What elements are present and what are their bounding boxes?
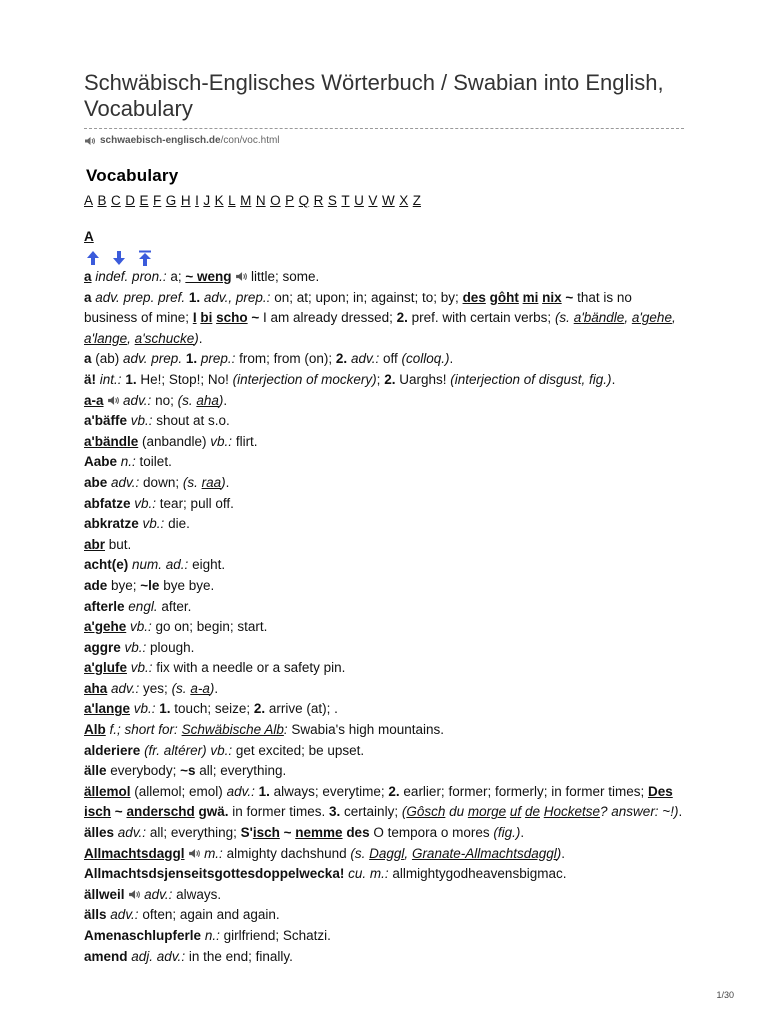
entry-link[interactable]: des (462, 289, 486, 305)
dictionary-entry (84, 411, 684, 432)
speaker-icon[interactable] (107, 392, 119, 402)
dictionary-entry (84, 699, 684, 720)
entry-text: : (283, 722, 288, 738)
entries-list (84, 267, 684, 967)
entry-text: (s. (554, 310, 574, 326)
entry-headword: ~ (251, 310, 260, 326)
entry-text: (s. (350, 845, 370, 861)
entry-text: vb.: (210, 433, 233, 449)
entry-text: from; from (on); (235, 351, 336, 367)
entry-text: adv.: (117, 825, 147, 841)
entry-text: (s. (177, 392, 197, 408)
entry-link[interactable]: a-a (84, 392, 104, 408)
arrow-top-icon[interactable] (136, 249, 154, 267)
entry-text: (interjection of disgust, fig.) (450, 371, 612, 387)
entry-text: du (445, 804, 468, 820)
entry-headword: älles (84, 825, 115, 841)
entry-text: bye bye. (159, 577, 215, 593)
entry-text: on; at; upon; in; against; to; by; (270, 289, 463, 305)
entry-headword: 1. (188, 289, 201, 305)
entry-text: adv.: (350, 351, 380, 367)
entry-link[interactable]: raa (201, 474, 222, 490)
entry-text: bye; (107, 577, 141, 593)
entry-link[interactable]: de (524, 804, 540, 820)
entry-text: indef. pron.: (95, 269, 167, 284)
entry-text: ) (556, 845, 562, 861)
entry-text: vb.: (124, 639, 147, 655)
entry-text: n.: (120, 454, 136, 470)
entry-link[interactable]: aha (84, 680, 108, 696)
entry-text: He!; Stop!; No! (136, 371, 233, 387)
divider (84, 128, 684, 129)
source-line (84, 135, 280, 146)
alphabet-link-h[interactable]: H (180, 193, 191, 208)
entry-text: . (561, 845, 566, 861)
entry-link[interactable]: scho (216, 310, 248, 326)
dictionary-entry (84, 535, 684, 556)
entry-text: in the end; finally. (185, 948, 293, 964)
dictionary-entry (84, 885, 684, 906)
alphabet-link-r[interactable]: R (313, 193, 324, 208)
entry-text: vb.: (130, 413, 153, 429)
page-title: Schwäbisch-Englisches Wörterbuch / Swabian into English, Vocabulary (84, 70, 664, 121)
dictionary-entry (84, 576, 684, 597)
entry-text: no; (151, 392, 178, 408)
entry-link[interactable]: a'gehe (84, 619, 127, 635)
entry-text: ) (209, 680, 215, 696)
entry-text: vb.: (133, 701, 156, 717)
entry-text: fix with a needle or a safety pin. (152, 660, 346, 676)
entry-text: num. ad.: (132, 557, 189, 573)
entry-link[interactable]: a-a (190, 680, 210, 696)
dictionary-entry (84, 597, 684, 618)
entry-headword: a (84, 289, 92, 305)
entry-text: prep.: (200, 351, 236, 367)
entry-link[interactable]: abr (84, 536, 106, 552)
entry-headword: ~ (283, 825, 292, 841)
alphabet-link-v[interactable]: V (368, 193, 378, 208)
entry-headword: Amenaschlupferle (84, 928, 202, 943)
entry-link[interactable]: ~ weng (185, 269, 232, 284)
alphabet-index (84, 193, 421, 208)
entry-text: down; (139, 474, 183, 490)
dictionary-entry (84, 947, 684, 968)
section-letter: A (84, 229, 94, 244)
speaker-icon[interactable] (188, 845, 200, 855)
dictionary-entry (84, 658, 684, 679)
entry-link[interactable]: Hocketse (543, 804, 601, 820)
alphabet-link-d[interactable]: D (125, 193, 136, 208)
entry-headword: ~le (140, 577, 160, 593)
entry-text: adv.: (111, 474, 140, 490)
entry-text: get excited; be upset. (232, 742, 365, 758)
dictionary-entry (84, 761, 684, 782)
entry-text: adv.: (123, 392, 152, 408)
speaker-icon[interactable] (128, 886, 140, 896)
entry-text: . (520, 825, 525, 841)
arrow-up-icon[interactable] (84, 249, 102, 267)
alphabet-link-o[interactable]: O (270, 193, 281, 208)
entry-text: (fig.) (493, 825, 521, 841)
entry-text: . (223, 392, 228, 408)
entry-text: die. (164, 516, 190, 532)
dictionary-entry (84, 638, 684, 659)
alphabet-link-a[interactable]: A (84, 193, 94, 208)
dictionary-entry (84, 370, 684, 391)
entry-text: (s. (182, 474, 202, 490)
entry-text: I am already dressed; (259, 310, 397, 326)
entry-text: cu. m.: (348, 866, 389, 882)
dictionary-entry (84, 473, 684, 494)
entry-link[interactable]: ällemol (84, 783, 131, 799)
entry-text: ) (194, 330, 199, 346)
entry-headword: älle (84, 763, 107, 779)
entry-headword: abkratze (84, 516, 139, 532)
dictionary-entry (84, 617, 684, 638)
entry-headword: alderiere (84, 742, 141, 758)
entry-text: (allemol; emol) (130, 783, 227, 799)
entry-headword: ~ (565, 289, 574, 305)
dictionary-entry (84, 432, 684, 453)
entry-headword: acht(e) (84, 557, 129, 573)
entry-text: int.: (99, 371, 122, 387)
entry-headword: 2. (335, 351, 348, 367)
entry-text: all; everything. (195, 763, 287, 779)
entry-headword: gwä. (198, 804, 229, 820)
alphabet-link-k[interactable]: K (214, 193, 224, 208)
entry-text: go on; begin; start. (151, 619, 268, 635)
entry-link[interactable]: nix (542, 289, 562, 305)
entry-text: little; some. (247, 269, 320, 284)
entry-text: often; again and again. (138, 907, 280, 923)
alphabet-link-f[interactable]: F (153, 193, 162, 208)
entry-link[interactable]: uf (509, 804, 522, 820)
entry-text: everybody; (106, 763, 181, 779)
dictionary-entry (84, 720, 684, 741)
dictionary-entry (84, 267, 684, 288)
entry-link[interactable]: bi (200, 310, 213, 326)
alphabet-link-l[interactable]: L (228, 193, 236, 208)
entry-text: (interjection of mockery) (232, 371, 377, 387)
entry-headword: 3. (329, 804, 341, 820)
entry-text: O tempora o mores (369, 825, 494, 841)
entry-text: ? answer: ~!) (600, 804, 679, 820)
entry-headword: 1. (258, 783, 270, 799)
alphabet-link-s[interactable]: S (327, 193, 337, 208)
entry-text: a; (166, 269, 186, 284)
alphabet-link-g[interactable]: G (165, 193, 177, 208)
entry-text: n.: (204, 928, 220, 943)
entry-link[interactable]: I (192, 310, 197, 326)
entry-text: after. (157, 598, 192, 614)
entry-text: adv. prep. (123, 351, 183, 367)
entry-headword: afterle (84, 598, 125, 614)
entry-headword: älls (84, 907, 107, 923)
entry-text: (anbandle) (138, 433, 211, 449)
alphabet-link-z[interactable]: Z (412, 193, 421, 208)
source-domain[interactable]: schwaebisch-englisch.de (100, 135, 221, 146)
entry-link[interactable]: Daggl (369, 845, 405, 861)
entry-text: earlier; former; formerly; in former times; (399, 783, 648, 799)
entry-text: . (214, 680, 219, 696)
speaker-icon (84, 136, 96, 146)
dictionary-entry (84, 494, 684, 515)
entry-text: . (678, 804, 683, 820)
entry-text: vb.: (134, 495, 157, 511)
entry-link[interactable]: mi (522, 289, 539, 305)
entry-link[interactable]: a'bändle (84, 433, 139, 449)
entry-headword: Allmachtsdsjenseitsgottesdoppelwecka! (84, 866, 345, 882)
entry-link[interactable]: a (84, 269, 92, 284)
arrow-down-icon[interactable] (110, 249, 128, 267)
entry-headword: a (84, 351, 92, 367)
entry-headword: abfatze (84, 495, 131, 511)
entry-headword: ällweil (84, 886, 125, 902)
entry-link[interactable]: a'glufe (84, 660, 127, 676)
entry-headword: aggre (84, 639, 121, 655)
alphabet-link-p[interactable]: P (285, 193, 295, 208)
page-number: 1/30 (716, 990, 734, 1000)
entry-link[interactable]: isch (252, 825, 280, 841)
entry-text: but. (105, 536, 132, 552)
entry-text: , (404, 845, 412, 861)
entry-text: vb.: (130, 619, 152, 635)
entry-link[interactable]: nemme (295, 825, 343, 841)
dictionary-entry (84, 514, 684, 535)
entry-text: , (671, 310, 676, 326)
entry-headword: 1. (185, 351, 198, 367)
alphabet-link-u[interactable]: U (354, 193, 364, 208)
entry-headword: S' (240, 825, 253, 841)
dictionary-entry (84, 349, 684, 370)
entry-text: arrive (at); . (265, 701, 338, 717)
nav-arrows (84, 249, 154, 267)
entry-text: adv.: (226, 783, 255, 799)
entry-text: adv.: (144, 886, 173, 902)
entry-headword: 2. (388, 783, 400, 799)
alphabet-link-i[interactable]: I (195, 193, 199, 208)
entry-text: toilet. (135, 454, 172, 470)
entry-headword: ä! (84, 371, 97, 387)
entry-text: in former times. (228, 804, 330, 820)
entry-text: ) (218, 392, 224, 408)
dictionary-entry (84, 905, 684, 926)
entry-headword: 2. (396, 310, 408, 326)
entry-text: vb.: (142, 516, 165, 532)
entry-text: adv.: (110, 907, 139, 923)
alphabet-link-e[interactable]: E (139, 193, 149, 208)
entry-headword: 1. (159, 701, 171, 717)
entry-headword: ~ (114, 804, 123, 820)
entry-text: tear; pull off. (156, 495, 234, 511)
entry-text: adj. adv.: (131, 948, 186, 964)
entry-text: (ab) (91, 351, 124, 367)
entry-headword: 2. (253, 701, 266, 717)
entry-text: . (225, 474, 230, 490)
entry-link[interactable]: a'lange (84, 701, 130, 717)
entry-text: shout at s.o. (152, 413, 230, 429)
dictionary-entry (84, 288, 684, 350)
entry-text: . (449, 351, 454, 367)
entry-link[interactable]: Granate-Allmachtsdaggl (411, 845, 557, 861)
entry-headword: abe (84, 474, 108, 490)
entry-text: f.; short for: (109, 722, 178, 738)
entry-link[interactable]: morge (467, 804, 507, 820)
entry-link[interactable]: a'bändle (573, 310, 625, 326)
entry-link[interactable]: a'gehe (631, 310, 672, 326)
entry-link[interactable]: Des (647, 783, 673, 799)
entry-text: allmightygodheavensbigmac. (388, 866, 567, 882)
entry-text: (fr. altérer) vb.: (144, 742, 233, 758)
vocabulary-heading: Vocabulary (86, 166, 179, 185)
alphabet-link-x[interactable]: X (399, 193, 409, 208)
alphabet-link-m[interactable]: M (240, 193, 252, 208)
source-path[interactable]: /con/voc.html (220, 135, 280, 146)
entry-text: (s. (171, 680, 191, 696)
entry-text: adv.: (111, 680, 140, 696)
entry-headword: ~s (180, 763, 196, 779)
entry-text: ) (221, 474, 226, 490)
entry-text: almighty dachshund (222, 845, 351, 861)
entry-headword: des (346, 825, 370, 841)
entry-headword: a'bäffe (84, 413, 127, 429)
entry-text: flirt. (232, 433, 258, 449)
dictionary-entry (84, 555, 684, 576)
entry-text: engl. (128, 598, 158, 614)
entry-link[interactable]: a'lange (84, 330, 128, 346)
alphabet-link-n[interactable]: N (255, 193, 266, 208)
entry-text: adv., prep.: (203, 289, 271, 305)
entry-text: that is no business of mine; (84, 289, 632, 326)
dictionary-entry (84, 926, 684, 947)
alphabet-link-t[interactable]: T (341, 193, 350, 208)
entry-text: always. (172, 886, 222, 902)
entry-headword: ade (84, 577, 108, 593)
entry-text: certainly; (340, 804, 402, 820)
entry-text: , (127, 330, 135, 346)
dictionary-entry (84, 679, 684, 700)
alphabet-link-q[interactable]: Q (298, 193, 310, 208)
speaker-icon[interactable] (235, 268, 247, 278)
entry-headword: Aabe (84, 454, 118, 470)
entry-link[interactable]: isch (84, 804, 112, 820)
dictionary-entry (84, 864, 684, 885)
entry-text: . (198, 330, 203, 346)
alphabet-link-b[interactable]: B (97, 193, 107, 208)
alphabet-link-w[interactable]: W (381, 193, 395, 208)
dictionary-entry (84, 844, 684, 865)
entry-link[interactable]: Gôsch (406, 804, 446, 820)
entry-text: always; everytime; (269, 783, 389, 799)
dictionary-entry (84, 452, 684, 473)
entry-text: all; everything; (146, 825, 241, 841)
entry-text: girlfriend; Schatzi. (219, 928, 331, 943)
entry-link[interactable]: Schwäbische Alb (181, 722, 284, 738)
entry-text: , (624, 310, 632, 326)
entry-text: pref. with certain verbs; (407, 310, 555, 326)
entry-headword: amend (84, 948, 128, 964)
entry-link[interactable]: anderschd (126, 804, 195, 820)
entry-text: Swabia's high mountains. (287, 722, 445, 738)
entry-text: ( (401, 804, 407, 820)
alphabet-link-c[interactable]: C (111, 193, 121, 208)
entry-text: touch; seize; (170, 701, 254, 717)
entry-link[interactable]: a'schucke (134, 330, 195, 346)
dictionary-entry (84, 782, 684, 823)
dictionary-entry (84, 391, 684, 412)
alphabet-link-j[interactable]: J (203, 193, 211, 208)
entry-text: yes; (139, 680, 172, 696)
entry-link[interactable]: Allmachtsdaggl (84, 845, 185, 861)
entry-text: . (611, 371, 616, 387)
entry-headword: 1. (125, 371, 137, 387)
entry-text: plough. (146, 639, 195, 655)
entry-link[interactable]: Alb (84, 722, 106, 738)
entry-text: (colloq.) (401, 351, 450, 367)
entry-text: off (379, 351, 402, 367)
entry-text: Uarghs! (395, 371, 451, 387)
dictionary-entry (84, 823, 684, 844)
entry-text: eight. (188, 557, 226, 573)
entry-text: vb.: (130, 660, 153, 676)
dictionary-entry (84, 741, 684, 762)
entry-headword: 2. (384, 371, 396, 387)
entry-text: m.: (204, 845, 223, 861)
entry-text: adv. prep. pref. (95, 289, 186, 305)
entry-text: ; (376, 371, 385, 387)
entry-link[interactable]: aha (196, 392, 219, 408)
entry-link[interactable]: gôht (489, 289, 519, 305)
